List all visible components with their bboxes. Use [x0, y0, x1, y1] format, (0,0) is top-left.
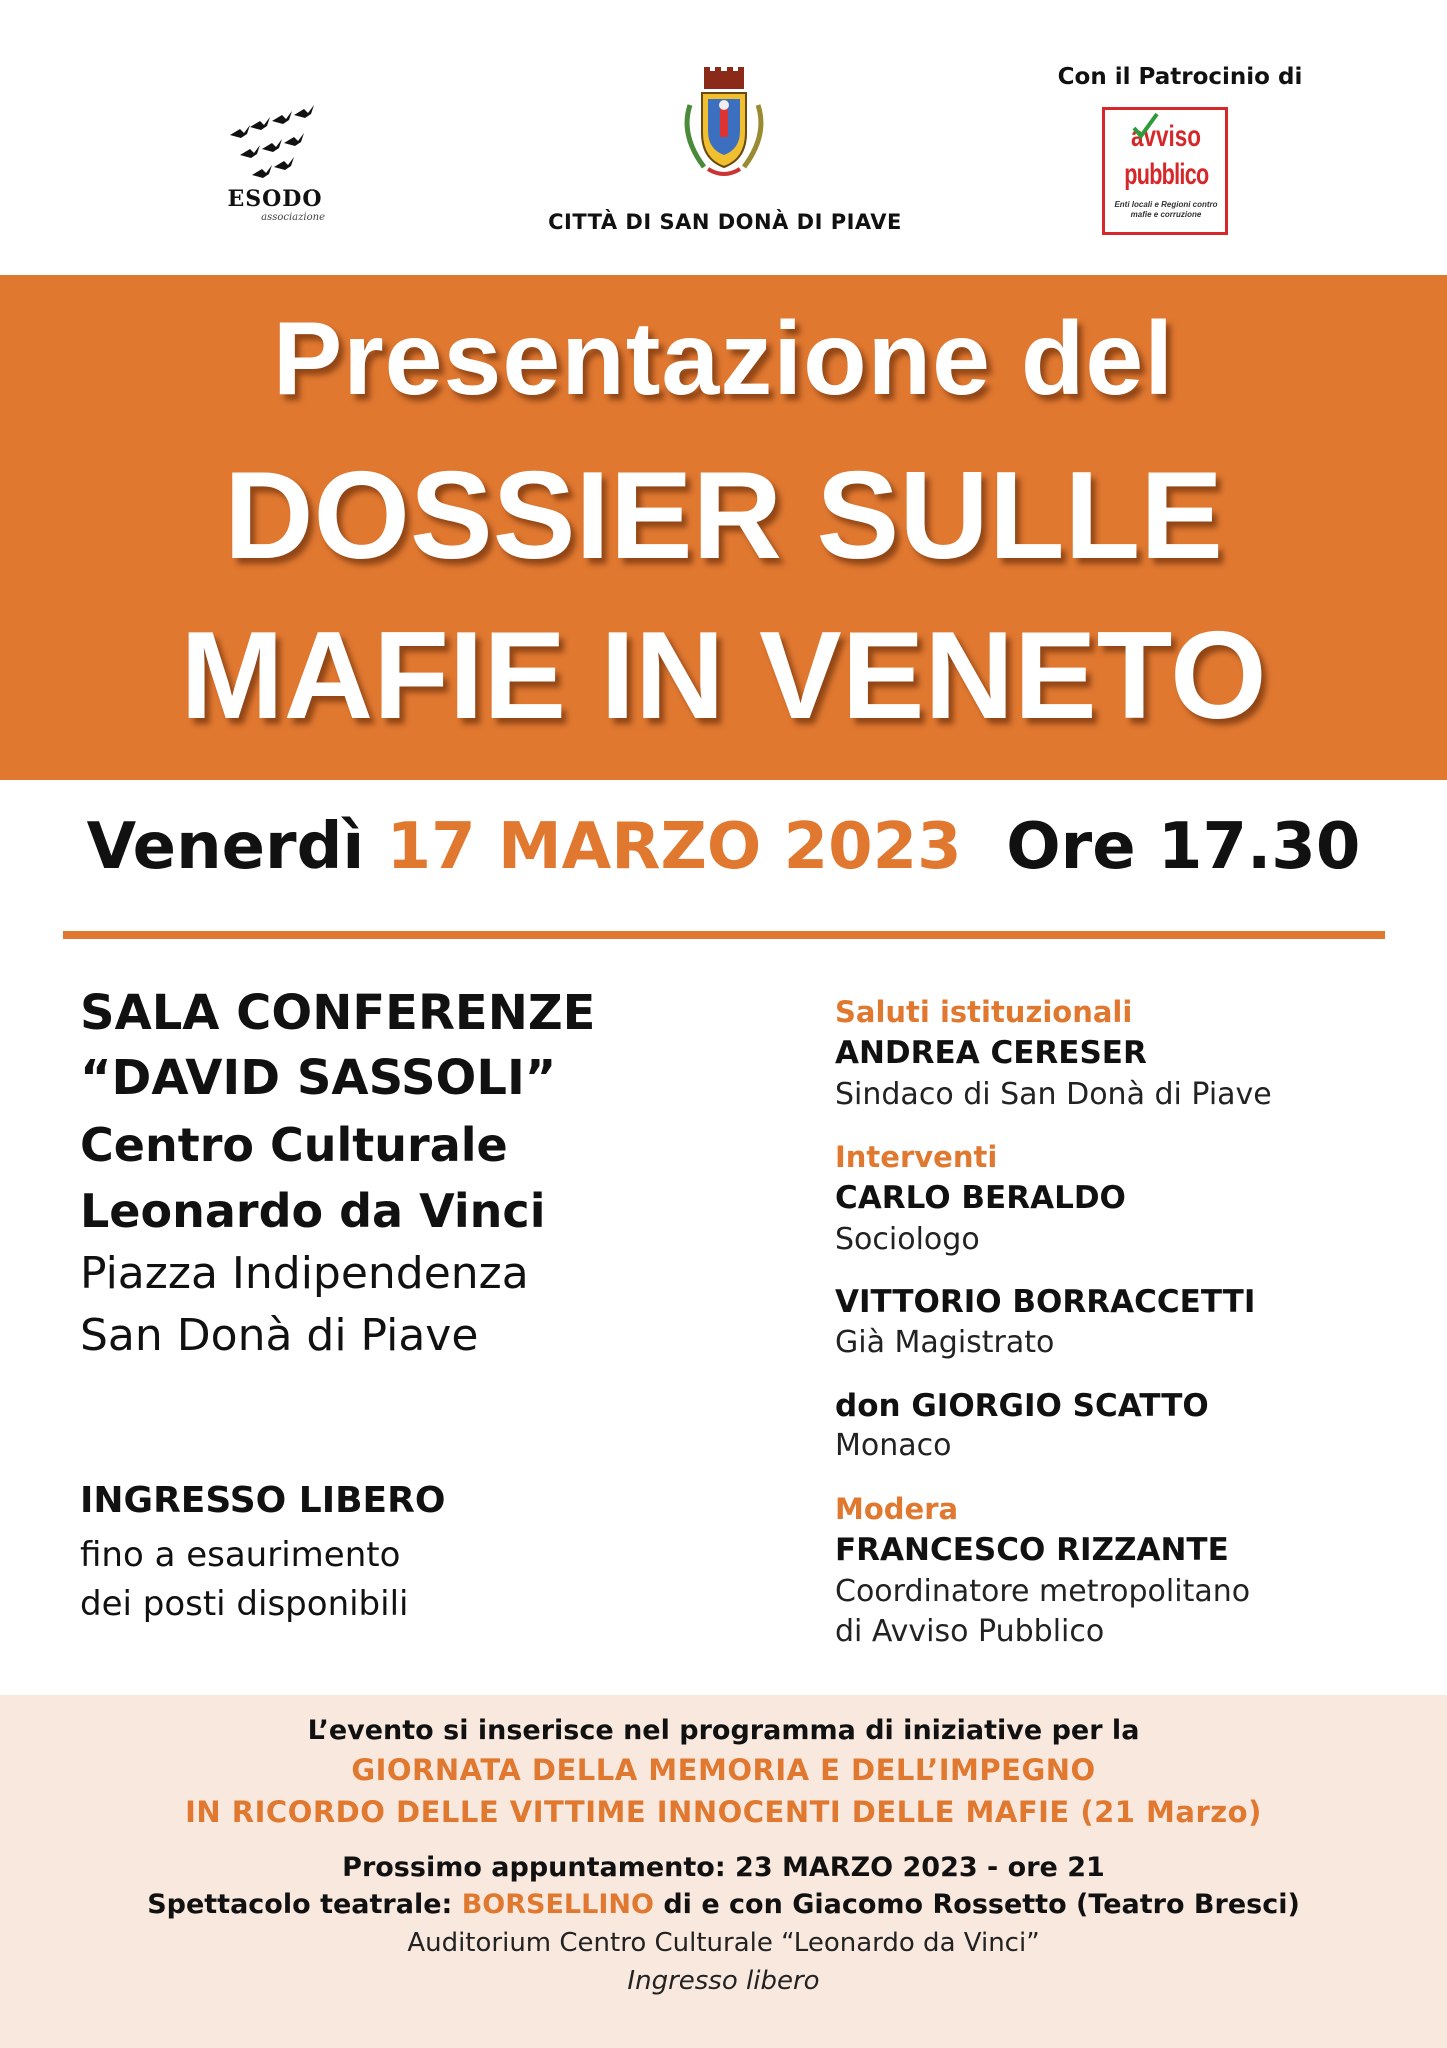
speaker-2-role: Già Magistrato [835, 1325, 1055, 1360]
avviso-logo-word1: avviso [1130, 120, 1202, 153]
theatre-show [0, 1889, 1447, 1920]
venue-city: San Donà di Piave [80, 1310, 479, 1361]
moderator-role-2: di Avviso Pubblico [835, 1614, 1105, 1649]
speaker-2-name: VITTORIO BORRACCETTI [835, 1284, 1256, 1320]
title-line-2: DOSSIER SULLE [223, 447, 1224, 585]
speaker-3-name: don GIORGIO SCATTO [835, 1388, 1209, 1424]
event-date-line [0, 810, 1447, 884]
moderator-heading: Modera [835, 1492, 959, 1526]
entry-note-1: fino a esaurimento [80, 1535, 401, 1575]
event-time: Ore 17.30 [1006, 810, 1361, 884]
avviso-logo-word2: pubblico [1124, 158, 1209, 191]
venue-hall: SALA CONFERENZE [80, 985, 596, 1041]
speaker-1-name: CARLO BERALDO [835, 1180, 1126, 1216]
event-weekday: Venerdì [86, 810, 365, 884]
title-line-3: MAFIE IN VENETO [180, 607, 1267, 745]
theatre-show-title: BORSELLINO [461, 1889, 654, 1920]
patronage-label: Con il Patrocinio di [1057, 64, 1303, 90]
theatre-show-credits: di e con Giacomo Rossetto (Teatro Bresci) [663, 1889, 1300, 1920]
greetings-role: Sindaco di San Donà di Piave [835, 1077, 1272, 1112]
orange-divider [63, 931, 1385, 939]
city-crest-icon [668, 65, 780, 200]
greetings-heading: Saluti istituzionali [835, 995, 1133, 1029]
avviso-logo-tagline: Enti locali e Regioni contro mafie e corruzione [1114, 200, 1218, 219]
city-caption: CITTÀ DI SAN DONÀ DI PIAVE [548, 210, 902, 234]
event-date: 17 MARZO 2023 [386, 810, 962, 884]
footer-intro: L’evento si inserisce nel programma di iniziative per la [307, 1715, 1140, 1746]
venue-center: Centro Culturale [80, 1118, 508, 1172]
theatre-venue: Auditorium Centro Culturale “Leonardo da Vinci” [407, 1928, 1040, 1958]
esodo-logo-name: ESODO [227, 186, 323, 212]
speaker-1-role: Sociologo [835, 1222, 980, 1257]
title-line-1: Presentazione del [272, 301, 1175, 417]
footer-memorial-subtitle: IN RICORDO DELLE VITTIME INNOCENTI DELLE MAFIE (21 Marzo) [185, 1795, 1262, 1829]
speaker-3-role: Monaco [835, 1428, 952, 1463]
entry-note-2: dei posti disponibili [80, 1584, 409, 1624]
venue-center-name: Leonardo da Vinci [80, 1184, 546, 1238]
entry-title: INGRESSO LIBERO [80, 1480, 446, 1521]
moderator-role-1: Coordinatore metropolitano [835, 1574, 1251, 1609]
check-mark-icon [1130, 112, 1160, 142]
greetings-name: ANDREA CERESER [835, 1035, 1147, 1071]
next-appointment: Prossimo appuntamento: 23 MARZO 2023 - ore 21 [342, 1852, 1105, 1883]
footer-memorial-day: GIORNATA DELLA MEMORIA E DELL’IMPEGNO [351, 1753, 1096, 1787]
moderator-name: FRANCESCO RIZZANTE [835, 1532, 1229, 1568]
theatre-entry: Ingresso libero [627, 1966, 820, 1996]
esodo-logo-subtitle: associazione [261, 212, 325, 223]
venue-address: Piazza Indipendenza [80, 1248, 529, 1299]
venue-hall-name: “DAVID SASSOLI” [80, 1050, 557, 1106]
theatre-show-label: Spettacolo teatrale: [147, 1889, 453, 1920]
interventions-heading: Interventi [835, 1140, 998, 1174]
